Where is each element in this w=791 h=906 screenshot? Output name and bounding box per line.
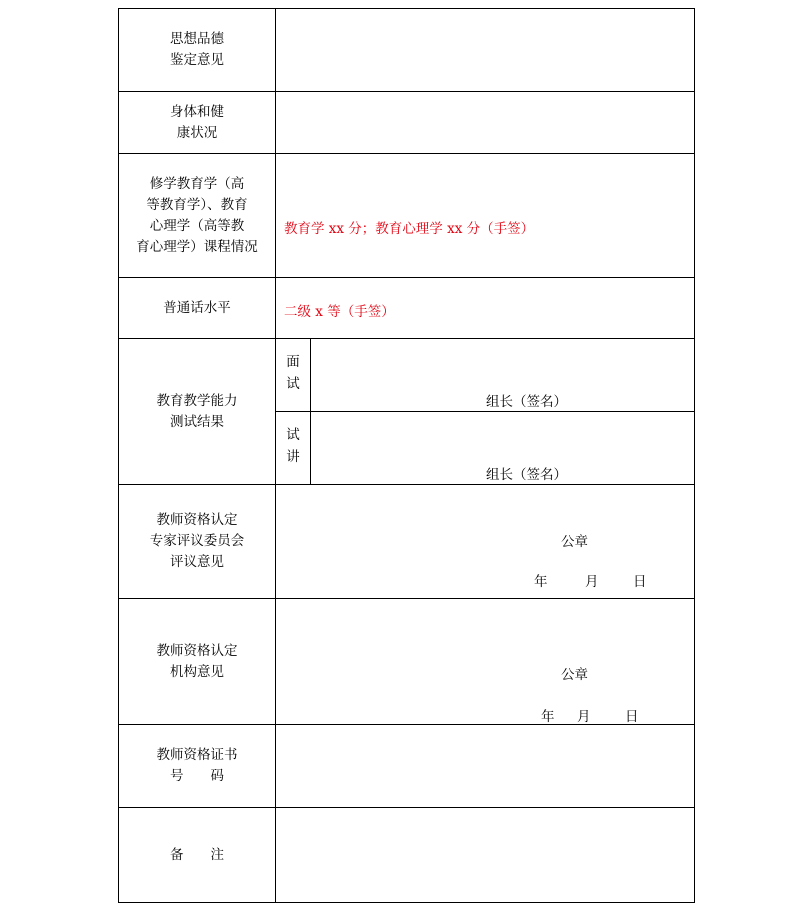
day-label: 日	[633, 574, 647, 590]
committee-seal-label: 公章	[561, 534, 588, 550]
label-line: 教育教学能力	[156, 392, 238, 409]
field-interview[interactable]	[311, 339, 694, 411]
mandarin-level-text: 二级 x 等（手签）	[284, 304, 395, 320]
field-certificate-number[interactable]	[276, 725, 694, 807]
field-institution-opinion[interactable]	[276, 599, 694, 724]
row-remarks	[119, 808, 694, 902]
label-line: 心理学（高等教	[149, 217, 245, 234]
label-line: 备 注	[170, 846, 224, 863]
label-moral-assessment	[119, 9, 276, 91]
row-certificate-number	[119, 725, 694, 808]
teaching-ability-results	[276, 339, 694, 484]
sub-row-trial-lecture	[276, 412, 694, 485]
label-line: 专家评议委员会	[149, 533, 245, 549]
label-line: 鉴定意见	[170, 52, 224, 68]
field-committee-opinion[interactable]	[276, 485, 694, 598]
label-line: 等教育学）、教育	[146, 196, 248, 213]
label-certificate-number	[119, 725, 276, 807]
label-line: 教师资格证书	[156, 747, 238, 763]
label-line: 身体和健	[170, 103, 224, 120]
label-line: 教师资格认定	[156, 642, 238, 659]
label-course-status	[119, 154, 276, 277]
row-moral-assessment	[119, 9, 694, 92]
row-health-status	[119, 92, 694, 154]
label-teaching-ability	[119, 339, 276, 484]
label-char: 面	[286, 354, 300, 370]
label-line: 普通话水平	[163, 299, 231, 316]
row-institution-opinion	[119, 599, 694, 725]
label-char: 讲	[286, 449, 300, 465]
sub-row-interview	[276, 339, 694, 412]
field-moral-assessment[interactable]	[276, 9, 694, 91]
label-remarks	[119, 808, 276, 902]
month-label: 月	[577, 709, 591, 725]
label-institution-opinion	[119, 599, 276, 724]
field-mandarin-level[interactable]	[276, 278, 694, 338]
year-label: 年	[541, 709, 555, 725]
course-scores-text: 教育学 xx 分；教育心理学 xx 分（手签）	[284, 221, 535, 237]
institution-date	[541, 705, 661, 725]
label-line: 教师资格认定	[156, 512, 238, 528]
institution-seal-label: 公章	[561, 667, 588, 683]
label-line: 思想品德	[170, 31, 224, 47]
label-line: 评议意见	[170, 554, 224, 570]
row-course-status	[119, 154, 694, 278]
label-line: 测试结果	[170, 413, 224, 430]
label-trial-lecture	[276, 412, 311, 485]
label-line: 康状况	[176, 124, 218, 141]
year-label: 年	[534, 574, 548, 590]
label-mandarin-level	[119, 278, 276, 338]
row-mandarin-level	[119, 278, 694, 339]
interview-signature-label: 组长（签名）	[486, 394, 567, 410]
label-line: 号 码	[170, 768, 224, 784]
field-remarks[interactable]	[276, 808, 694, 902]
committee-date	[534, 570, 654, 590]
month-label: 月	[585, 574, 599, 590]
row-committee-opinion	[119, 485, 694, 599]
day-label: 日	[625, 709, 639, 725]
label-committee-opinion	[119, 485, 276, 598]
trial-lecture-signature-label: 组长（签名）	[486, 467, 567, 483]
label-health-status	[119, 92, 276, 153]
label-char: 试	[286, 376, 300, 392]
label-line: 育心理学）课程情况	[136, 238, 258, 255]
label-char: 试	[286, 427, 300, 443]
label-interview	[276, 339, 311, 411]
label-line: 修学教育学（高	[149, 175, 245, 192]
certification-form	[118, 8, 695, 903]
field-health-status[interactable]	[276, 92, 694, 153]
row-teaching-ability	[119, 339, 694, 485]
field-trial-lecture[interactable]	[311, 412, 694, 485]
label-line: 机构意见	[170, 663, 224, 680]
field-course-status[interactable]	[276, 154, 694, 277]
